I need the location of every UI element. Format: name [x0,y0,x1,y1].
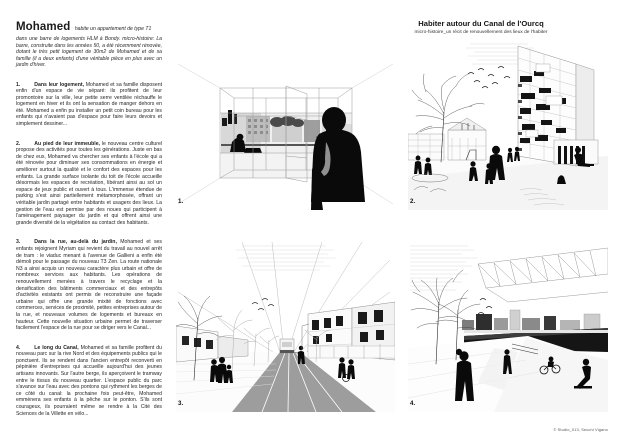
narrative-text-column [16,17,162,421]
story-title: Mohamed [16,21,71,33]
board-header [356,19,606,36]
perspective-panel-tram-boulevard [176,240,395,412]
perspective-panel-winter-garden [176,58,395,210]
panel-number-3: 3. [178,400,184,407]
paragraph-number-1: 1. [16,81,21,88]
perspective-panel-canal [408,240,608,412]
panel-number-4: 4. [410,400,416,407]
paragraph-number-3: 3. [16,239,21,246]
board-subtitle: micro-histoire_un récit de renouvellement des lieux de l'habiter [414,29,548,35]
panel-number-1: 1. [178,198,184,205]
plaza-drawing [408,38,608,210]
narrative-paragraph-4 [16,345,162,418]
perspective-panel-plaza [408,38,608,210]
paragraph-body-1: Mohamed et sa famille disposent enfin d'un espace de vie séparé: ils profitent de leur promontoire sur la ville, leur petite serre ventilée réchauffe le logement en hiver et ils ont la sensation de manger dehors en été. Mohamed a enfin pu installer un petit coin bureau pour les enfants qui n'avaient pas d'espace pour faire leurs devoirs et simplement dessiner... [16,81,162,128]
paragraph-body-3: Mohamed et ses enfants rejoignent Myriam qui revient du travail au nouvel arrêt de tram : le viaduc menant à l'avenue de Gallieni a enfin été démoli pour le passage du nouveau T3 Zen. La route nationale N3 a ainsi acquis un nouveau caractère plus urbain et offre de nombreux services aux habitants. Les opérations de renouvellement menées à travers le recyclage et la densification des bâtiments commerciaux et des entrepôts d'activités existants ont permis de reconstruire une façade urbaine qui offre une grande mixité de fonctions avec commerces, services de proximité, petites entreprises autour de la rue, et nouveaux volumes de logements et bureaux en hauteur. Cette nouvelle situation urbaine permet de traverser facilement l'espace de la rue pour se diriger vers le Canal... [16,239,162,332]
paragraph-lead-1: Dans leur logement, [34,81,84,88]
board-title: Habiter autour du Canal de l'Ourcq [418,19,544,28]
paragraph-lead-4: Le long du Canal, [34,344,79,351]
narrative-paragraph-3 [16,239,162,331]
story-lede-inline: habite un appartement de type T1 [74,26,152,32]
paragraph-lead-2: Au pied de leur immeuble, [34,140,100,147]
paragraph-number-2: 2. [16,140,21,147]
paragraph-body-2: le nouveau centre culturel propose des activités pour toutes les générations. Juste en bas de chez eux, Mohamed va chercher ses enfants à l'école qui a été rénovée pour diminuer ses consommations en énergie et améliorer surtout la qualité et le confort des espaces pour les enfants. La grande surface isolante du toit de l'école accueille désormais les espaces de recréation, libérant ainsi au sol un espace de jeux public et ouvert à tous. L'immense étendue de parking s'est ainsi partiellement métamorphosée, offrant un véritable jardin partagé entre habitants et usagers des lieux. La gestion de l'eau est permise par des noues qui participent à l'aménagement paysager du jardin et qui offrent ainsi une grande diversité de la végétation au contact des habitants. [16,140,162,226]
story-lede-rest: dans une barre de logements HLM à Bondy. micro-histoire: La barre, construite dans les années 50, a été récemment rénovée, dotant le très petit logement de 30m2 de Mohamed et de sa famille (il a deux enfants) d'une véritable pièce en plus avec un jardin d'hiver. [16,36,162,68]
narrative-paragraph-2 [16,141,162,227]
copyright-credit: © Studio_013, Secchi Vigano [553,427,608,432]
panel-number-2: 2. [410,198,416,205]
canal-drawing [408,240,608,412]
paragraph-lead-3: Dans la rue, au-delà du jardin, [34,239,117,246]
story-intro-block [16,17,162,69]
paragraph-body-4: Mohamed et sa famille profitent du nouveau parc sur la rive Nord et des équipements publics qui le ponctuent. Ils se rendent dans l'ancien entrepôt reconverti en pépinière d'entreprises qui accueille aujourd'hui des jeunes artisans innovants. Sur l'autre berge, ils aperçoivent le tramway entre le tissus du nouveau quartier. L'espace public du parc s'avance sur l'eau avec des pontons qui rythment les berges de ce côté du canal: la prochaine fois peut-être, Mohamed emmènera ses enfants à la pêche sur le ponton. S'ils sont courageux, ils pourraient même se rendre à la Cité des Sciences de la Villette en vélo... [16,344,162,417]
tram-vehicle [280,339,294,353]
narrative-paragraph-1 [16,82,162,128]
tram-boulevard-drawing [176,240,395,412]
winter-garden-drawing [176,58,395,210]
paragraph-number-4: 4. [16,344,21,351]
